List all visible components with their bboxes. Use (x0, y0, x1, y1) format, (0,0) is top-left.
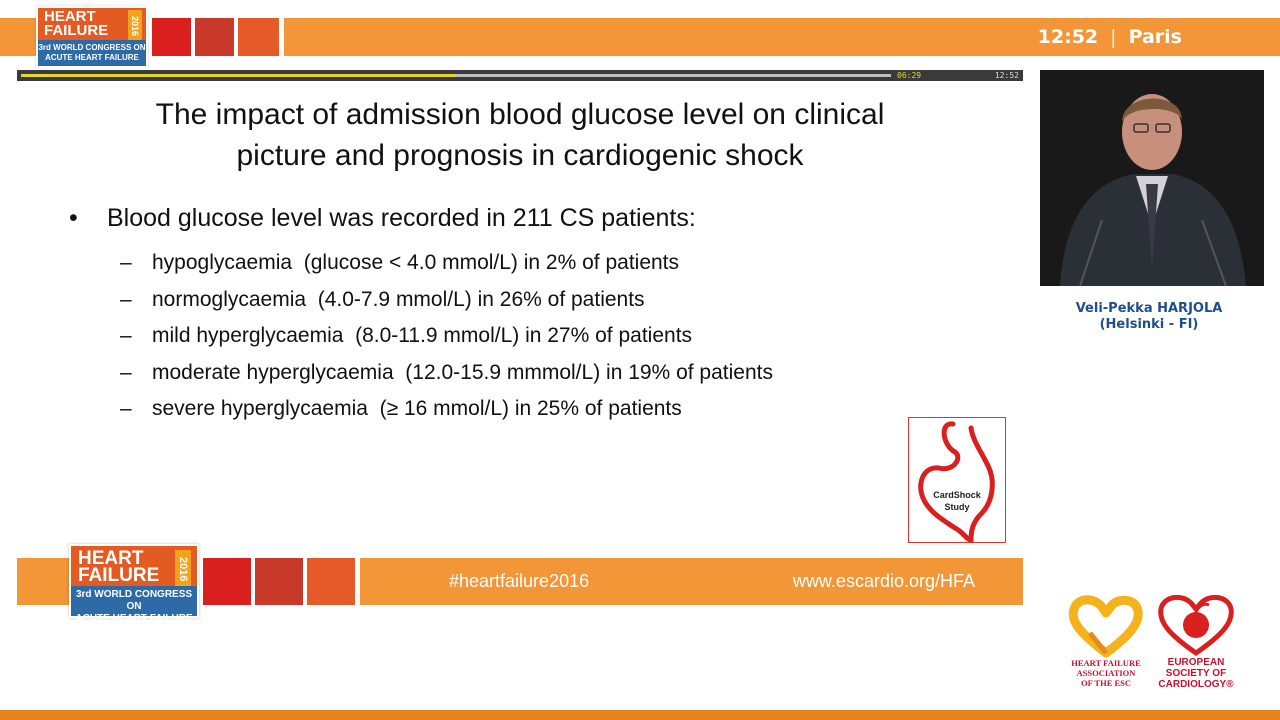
footer-hashtag: #heartfailure2016 (449, 571, 590, 591)
speaker-video[interactable] (1040, 70, 1264, 286)
dash-marker: – (120, 287, 132, 311)
sub-bullet-list (120, 245, 773, 428)
event-logo-header (36, 6, 148, 68)
elapsed-time: 06:29 (897, 71, 922, 80)
hfa-line2: ASSOCIATION (1076, 668, 1136, 678)
cardshock-line2: Study (944, 502, 970, 512)
cardshock-line1: CardShock (933, 490, 981, 500)
list-item (120, 391, 773, 428)
dash-marker: – (120, 397, 132, 420)
footer-logo-line1: HEART (78, 548, 144, 569)
footer-logo-subtitle1: 3rd WORLD CONGRESS ON (75, 589, 193, 612)
main-bullet-text: Blood glucose level was recorded in 211 CS patients: (107, 204, 696, 232)
esc-logo (1153, 593, 1239, 693)
footer-logo-subtitle (71, 586, 197, 624)
list-item-text: hypoglycaemia (glucose < 4.0 mmol/L) in 2% of patients (152, 251, 680, 274)
list-item (120, 318, 773, 355)
clock-time: 12:52 (1037, 26, 1099, 48)
speaker-affiliation: (Helsinki - FI) (1099, 317, 1199, 332)
header-bar (0, 18, 1280, 56)
list-item (120, 245, 773, 282)
esc-heart-icon (1153, 593, 1239, 655)
main-bullet (69, 204, 696, 233)
hfa-heart-icon (1068, 595, 1144, 657)
heart-outline-icon (909, 418, 1005, 542)
list-item (120, 355, 773, 392)
event-logo-text (44, 10, 108, 38)
clock-area (1020, 18, 1280, 56)
esc-line2: SOCIETY OF (1165, 668, 1227, 679)
speaker-figure-icon (1040, 70, 1264, 286)
esc-line1: EUROPEAN (1167, 657, 1225, 668)
total-time: 12:52 (994, 71, 1019, 80)
list-item-text: normoglycaemia (4.0-7.9 mmol/L) in 26% of patients (152, 287, 645, 311)
list-item-text: moderate hyperglycaemia (12.0-15.9 mmmol/L) in 19% of patients (152, 360, 773, 384)
hfa-line3: OF THE ESC (1080, 678, 1132, 688)
dash-marker: – (120, 324, 132, 347)
slide-title: The impact of admission blood glucose level on clinical picture and prognosis in cardiogenic shock (155, 98, 885, 172)
event-logo-subtitle2: ACUTE HEART FAILURE (45, 53, 139, 62)
dash-marker: – (120, 360, 132, 384)
presentation-slide (17, 82, 1023, 624)
speaker-name: Veli-Pekka HARJOLA (1075, 301, 1223, 316)
speaker-caption (1040, 301, 1258, 333)
bottom-strip (0, 710, 1280, 720)
footer-logo-line2: FAILURE (78, 565, 160, 586)
esc-line3: CARDIOLOGY® (1158, 679, 1234, 690)
cardshock-logo (908, 417, 1006, 543)
dash-marker: – (120, 251, 132, 274)
header-block-orange (238, 18, 279, 56)
footer-logo-year: 2016 (175, 550, 191, 588)
esc-text (1153, 657, 1239, 690)
clock-separator: | (1110, 26, 1117, 48)
footer-website: www.escardio.org/HFA (792, 571, 975, 591)
header-block-red (152, 18, 191, 56)
event-logo-subtitle (38, 40, 146, 66)
event-logo-line2: FAILURE (44, 22, 109, 39)
footer-logo-text (78, 550, 159, 584)
list-item-text: severe hyperglycaemia (≥ 16 mmol/L) in 25% of patients (152, 397, 682, 420)
list-item-text: mild hyperglycaemia (8.0-11.9 mmol/L) in 27% of patients (152, 324, 693, 347)
footer-stripe (17, 558, 69, 605)
hfa-logo (1068, 595, 1144, 693)
event-logo-footer (69, 544, 199, 624)
footer-block-red (203, 558, 251, 605)
footer-block-orange (307, 558, 355, 605)
event-logo-year: 2016 (128, 10, 142, 42)
playback-progress-bar[interactable] (17, 70, 1023, 81)
event-logo-subtitle1: 3rd WORLD CONGRESS ON (38, 43, 146, 52)
hfa-text (1068, 658, 1144, 688)
hfa-line1: HEART FAILURE (1071, 658, 1141, 668)
cardshock-text (909, 489, 1005, 513)
header-stripe (0, 18, 36, 56)
bullet-dot: • (69, 204, 78, 232)
city-label: Paris (1128, 26, 1182, 48)
event-logo-line1: HEART (44, 8, 96, 25)
slide-footer (17, 548, 1023, 624)
list-item (120, 282, 773, 319)
footer-block-darkred (255, 558, 303, 605)
footer-logo-subtitle2: ACUTE HEART FAILURE (75, 613, 193, 624)
progress-fill (21, 74, 456, 77)
header-block-darkred (195, 18, 234, 56)
